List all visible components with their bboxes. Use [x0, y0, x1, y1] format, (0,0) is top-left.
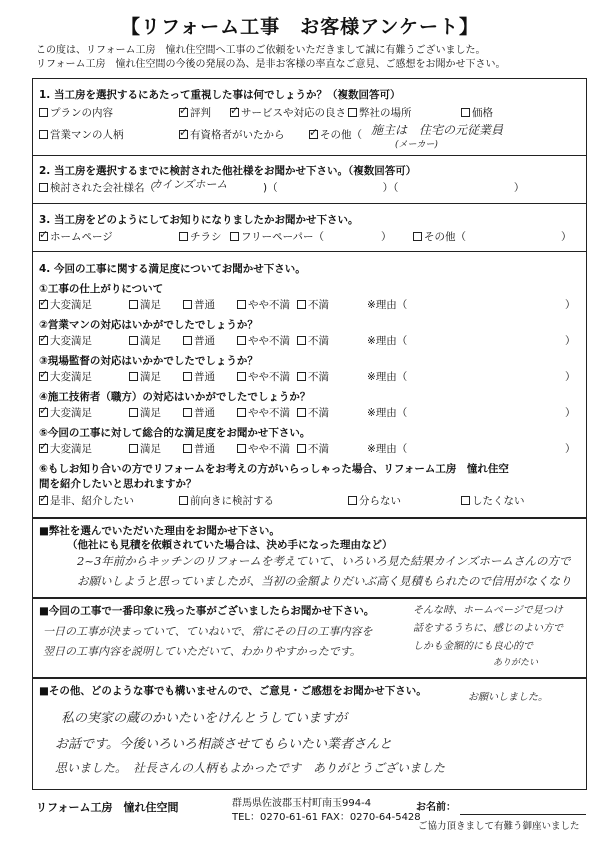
q1-option-qualified[interactable]	[179, 127, 285, 142]
option-label: 不満	[308, 407, 329, 419]
q4-rating-option[interactable]	[237, 405, 290, 420]
q3-close-2: ）	[561, 231, 572, 243]
q6-option[interactable]	[461, 493, 525, 508]
q4-reason-close: ）	[565, 299, 576, 311]
q4-label: 4. 今回の工事に関する満足度についてお聞かせ下さい。	[39, 263, 306, 275]
q4-reason-close: ）	[565, 335, 576, 347]
q4-rating-option[interactable]	[237, 297, 290, 312]
option-label: 大変満足	[50, 299, 92, 311]
option-label: 普通	[194, 407, 215, 419]
checkbox[interactable]	[461, 108, 470, 117]
option-label: 営業マンの人柄	[50, 129, 124, 141]
q2-paren-close: )（ ）（ ）	[263, 182, 525, 194]
impression-side-1: そんな時、ホームページで見つけ	[413, 605, 563, 616]
q4-rating-option[interactable]	[39, 297, 92, 312]
checkbox[interactable]	[297, 336, 306, 345]
q4-rating-option[interactable]	[237, 333, 290, 348]
checkbox[interactable]	[237, 444, 246, 453]
footer-tel: TEL：0270-61-61 FAX：0270-64-5428	[232, 812, 421, 823]
option-label: 普通	[194, 335, 215, 347]
option-label: 満足	[140, 407, 161, 419]
q6-label-line-1: ⑥もしお知り合いの方でリフォームをお考えの方がいらっしゃった場合、リフォーム工房 憧れ住空	[39, 463, 509, 475]
reason-label-2: （他社にも見積を依頼されていた場合は、決め手になった理由など）	[67, 539, 393, 551]
q4-item-label: ①工事の仕上がりについて	[39, 283, 164, 295]
q4-rating-option[interactable]	[183, 405, 215, 420]
option-label: 価格	[472, 107, 493, 119]
checkbox[interactable]	[179, 130, 188, 139]
q3-option-freepaper[interactable]	[230, 229, 324, 244]
option-label: 満足	[140, 371, 161, 383]
q4-rating-option[interactable]	[39, 369, 92, 384]
q4-item-label: ③現場監督の対応はいかかでしたでしょうか？	[39, 355, 258, 367]
option-label: フリーペーパー（	[241, 231, 325, 243]
divider	[33, 155, 586, 156]
q4-reason-label: ※理由（	[367, 335, 408, 347]
q4-rating-option[interactable]	[237, 441, 290, 456]
q4-rating-option[interactable]	[129, 297, 161, 312]
q4-item-label: ④施工技術者（職方）の対応はいかがでしたでしょうか？	[39, 391, 311, 403]
q2-company-text: カインズホーム	[151, 178, 228, 191]
q4-rating-option[interactable]	[39, 405, 92, 420]
option-label: 普通	[194, 371, 215, 383]
option-label: 満足	[140, 335, 161, 347]
name-field[interactable]	[460, 794, 586, 815]
option-label: 是非、紹介したい	[50, 495, 134, 507]
reason-label-1: ■弊社を選んでいただいた理由をお聞かせ下さい。	[39, 525, 280, 537]
q4-rating-option[interactable]	[129, 405, 161, 420]
checkbox[interactable]	[237, 372, 246, 381]
checkbox[interactable]	[39, 496, 48, 505]
q1-option-salesperson[interactable]	[39, 127, 124, 142]
checkbox[interactable]	[348, 108, 357, 117]
checkbox[interactable]	[39, 183, 48, 192]
checkbox[interactable]	[39, 300, 48, 309]
checkbox[interactable]	[309, 130, 318, 139]
checkbox[interactable]	[179, 232, 188, 241]
q1-other-subtext: (メーカー)	[395, 140, 438, 150]
q3-option-other[interactable]	[413, 229, 466, 244]
option-label: サービスや対応の良さ	[241, 107, 346, 119]
option-label: チラシ	[190, 231, 222, 243]
checkbox[interactable]	[461, 496, 470, 505]
q4-rating-option[interactable]	[183, 333, 215, 348]
other-hand-1: 私の実家の蔵のかいたいをけんとうしていますが	[61, 711, 348, 726]
q1-option-price[interactable]	[461, 105, 493, 120]
checkbox[interactable]	[237, 408, 246, 417]
intro-line-1: この度は、リフォーム工房 憧れ住空間へ工事のご依頼をいただきまして誠に有難うございました。	[36, 45, 486, 56]
q4-rating-option[interactable]	[129, 441, 161, 456]
checkbox[interactable]	[348, 496, 357, 505]
checkbox[interactable]	[179, 496, 188, 505]
impression-side-2: 話をするうちに、感じのよい方で	[413, 623, 563, 634]
footer-address: 群馬県佐波郡玉村町南玉994-4	[232, 798, 372, 809]
q4-reason-label: ※理由（	[367, 443, 408, 455]
q4-reason-close: ）	[565, 407, 576, 419]
option-label: 普通	[194, 443, 215, 455]
checkbox[interactable]	[129, 408, 138, 417]
q4-reason-label: ※理由（	[367, 299, 408, 311]
checkbox[interactable]	[297, 408, 306, 417]
option-label: 不満	[308, 299, 329, 311]
option-label: 大変満足	[50, 371, 92, 383]
checkbox[interactable]	[237, 300, 246, 309]
q4-rating-option[interactable]	[129, 369, 161, 384]
option-label: 不満	[308, 335, 329, 347]
checkbox[interactable]	[39, 408, 48, 417]
impression-hand-2: 翌日の工事内容を説明していただいて、わかりやすかったです。	[43, 645, 361, 658]
checkbox[interactable]	[129, 336, 138, 345]
survey-box	[32, 78, 587, 518]
q6-option[interactable]	[348, 493, 401, 508]
divider	[33, 203, 586, 204]
q4-reason-close: ）	[565, 443, 576, 455]
checkbox[interactable]	[129, 444, 138, 453]
q3-option-homepage[interactable]	[39, 229, 113, 244]
checkbox[interactable]	[183, 300, 192, 309]
other-label: ■その他、どのような事でも構いませんので、ご意見・ご感想をお聞かせ下さい。	[39, 685, 427, 697]
q3-label: 3. 当工房をどのようにしてお知りになりましたかお聞かせ下さい。	[39, 214, 359, 226]
q4-rating-option[interactable]	[297, 441, 329, 456]
option-label: 大変満足	[50, 407, 92, 419]
q1-option-location[interactable]	[348, 105, 412, 120]
q1-option-reputation[interactable]	[179, 105, 211, 120]
q1-label: 1. 当工房を選択するにあたって重視した事は何でしょうか？（複数回答可）	[39, 89, 401, 101]
other-box	[32, 678, 587, 790]
reason-hand-1: 2~3年前からキッチンのリフォームを考えていて、いろいろ見た結果カインズホームさんの方で	[77, 554, 571, 568]
option-label: やや不満	[248, 335, 290, 347]
option-label: やや不満	[248, 443, 290, 455]
option-label: 検討された会社様名（	[50, 182, 155, 194]
footer-thanks: ご協力頂きまして有難う御座いました	[418, 821, 580, 832]
q1-other-text: 施主は 住宅の元従業員	[371, 123, 504, 137]
checkbox[interactable]	[179, 108, 188, 117]
q4-rating-option[interactable]	[297, 333, 329, 348]
impression-label: ■今回の工事で一番印象に残った事がございましたらお聞かせ下さい。	[39, 605, 375, 617]
checkbox[interactable]	[183, 372, 192, 381]
checkbox[interactable]	[39, 130, 48, 139]
page-title: 【リフォーム工事 お客様アンケート】	[121, 16, 479, 38]
other-hand-2: お話です。今後いろいろ相談させてもらいたい業者さんと	[55, 737, 392, 752]
option-label: その他（	[320, 129, 362, 141]
q3-option-flyer[interactable]	[179, 229, 222, 244]
impression-side-3: しかも金額的にも良心的で	[413, 641, 533, 652]
q4-rating-option[interactable]	[183, 441, 215, 456]
other-hand-3: 思いました。 社長さんの人柄もよかったです ありがとうございました	[55, 761, 446, 775]
checkbox[interactable]	[39, 336, 48, 345]
q4-item-label: ⑤今回の工事に対して総合的な満足度をお聞かせ下さい。	[39, 427, 311, 439]
option-label: 満足	[140, 443, 161, 455]
q6-label-line-2: 間を紹介したいと思われますか？	[39, 478, 197, 490]
checkbox[interactable]	[230, 108, 239, 117]
option-label: 評判	[190, 107, 211, 119]
q4-rating-option[interactable]	[297, 369, 329, 384]
checkbox[interactable]	[297, 444, 306, 453]
q6-option[interactable]	[179, 493, 274, 508]
checkbox[interactable]	[237, 336, 246, 345]
impression-box	[32, 598, 587, 678]
checkbox[interactable]	[129, 372, 138, 381]
option-label: したくない	[472, 495, 525, 507]
q2-option-companies[interactable]	[39, 180, 155, 195]
footer-company: リフォーム工房 憧れ住空間	[36, 801, 179, 814]
footer-name-label: お名前：	[416, 802, 456, 813]
checkbox[interactable]	[39, 372, 48, 381]
q1-option-plan[interactable]	[39, 105, 113, 120]
q4-reason-close: ）	[565, 371, 576, 383]
q4-reason-label: ※理由（	[367, 371, 408, 383]
q4-rating-option[interactable]	[183, 369, 215, 384]
checkbox[interactable]	[183, 444, 192, 453]
option-label: 有資格者がいたから	[190, 129, 285, 141]
q4-rating-option[interactable]	[297, 405, 329, 420]
impression-side-5: お願いしました。	[468, 692, 548, 703]
checkbox[interactable]	[297, 300, 306, 309]
q4-reason-label: ※理由（	[367, 407, 408, 419]
checkbox[interactable]	[297, 372, 306, 381]
reason-box	[32, 518, 587, 598]
q4-rating-option[interactable]	[39, 441, 92, 456]
option-label: その他（	[424, 231, 466, 243]
q4-rating-option[interactable]	[39, 333, 92, 348]
q3-close-1: ）	[381, 231, 392, 243]
checkbox[interactable]	[39, 232, 48, 241]
q1-option-service[interactable]	[230, 105, 346, 120]
q4-rating-option[interactable]	[297, 297, 329, 312]
checkbox[interactable]	[183, 336, 192, 345]
q4-rating-option[interactable]	[237, 369, 290, 384]
option-label: 不満	[308, 443, 329, 455]
divider	[33, 251, 586, 252]
checkbox[interactable]	[129, 300, 138, 309]
option-label: 普通	[194, 299, 215, 311]
q4-rating-option[interactable]	[129, 333, 161, 348]
option-label: 分らない	[359, 495, 401, 507]
option-label: 弊社の場所	[359, 107, 412, 119]
option-label: やや不満	[248, 371, 290, 383]
option-label: 前向きに検討する	[190, 495, 274, 507]
checkbox[interactable]	[230, 232, 239, 241]
q2-label: 2. 当工房を選択するまでに検討された他社様をお聞かせ下さい。（複数回答可）	[39, 165, 417, 177]
option-label: やや不満	[248, 299, 290, 311]
option-label: 大変満足	[50, 443, 92, 455]
checkbox[interactable]	[183, 408, 192, 417]
option-label: やや不満	[248, 407, 290, 419]
q4-rating-option[interactable]	[183, 297, 215, 312]
checkbox[interactable]	[39, 444, 48, 453]
option-label: 大変満足	[50, 335, 92, 347]
reason-hand-2: お願いしようと思っていましたが、当初の金額よりだいぶ高く見積もられたので信用がなくなり	[77, 574, 572, 588]
option-label: プランの内容	[50, 107, 113, 119]
option-label: 満足	[140, 299, 161, 311]
q6-option[interactable]	[39, 493, 134, 508]
impression-side-4: ありがたい	[493, 658, 539, 668]
option-label: 不満	[308, 371, 329, 383]
checkbox[interactable]	[413, 232, 422, 241]
q1-option-other[interactable]	[309, 127, 362, 142]
intro-line-2: リフォーム工房 憧れ住空間の今後の発展の為、是非お客様の率直なご意見、ご感想をお聞かせ下さい。	[36, 59, 506, 70]
checkbox[interactable]	[39, 108, 48, 117]
option-label: ホームページ	[50, 231, 113, 243]
impression-hand-1: 一日の工事が決まっていて、ていねいで、常にその日の工事内容を	[43, 625, 373, 638]
q4-item-label: ②営業マンの対応はいかがでしたでしょうか？	[39, 319, 258, 331]
